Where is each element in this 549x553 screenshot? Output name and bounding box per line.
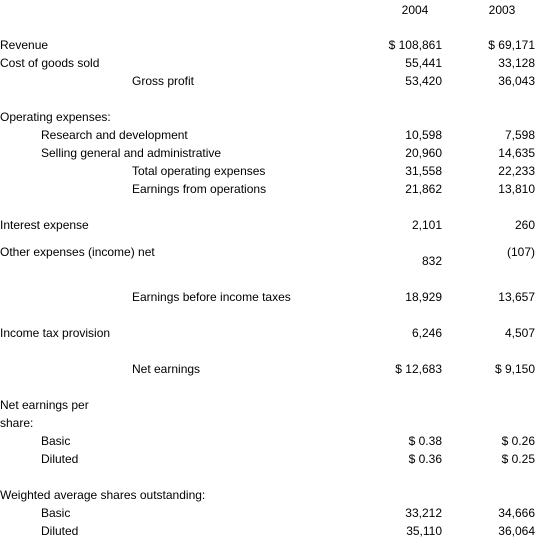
cogs-2003: 33,128: [498, 56, 535, 70]
section-heading-eps-line2: share:: [0, 416, 34, 430]
column-header-2004: 2004: [401, 3, 429, 17]
row-label-net-earnings: Net earnings: [132, 362, 201, 376]
net-earnings-2003: $ 9,150: [494, 362, 535, 376]
eps-diluted-2003: $ 0.25: [501, 452, 535, 466]
shares-basic-2003: 34,666: [498, 506, 535, 520]
eps-diluted-2004: $ 0.36: [408, 452, 442, 466]
earnings-before-taxes-2004: 18,929: [405, 290, 442, 304]
row-label-cogs: Cost of goods sold: [0, 56, 100, 70]
revenue-2004: $ 108,861: [388, 38, 442, 52]
revenue-2003: $ 69,171: [488, 38, 535, 52]
gross-profit-2004: 53,420: [405, 74, 442, 88]
eps-basic-2004: $ 0.38: [408, 434, 442, 448]
earnings-from-operations-2003: 13,810: [498, 182, 535, 196]
gross-profit-2003: 36,043: [498, 74, 535, 88]
other-expenses-2003: (107): [506, 245, 535, 259]
row-label-rnd: Research and development: [41, 128, 188, 142]
shares-diluted-2003: 36,064: [498, 524, 535, 538]
column-header-2003: 2003: [488, 3, 516, 17]
interest-expense-2003: 260: [514, 218, 535, 232]
net-earnings-2004: $ 12,683: [395, 362, 442, 376]
total-opex-2003: 22,233: [498, 164, 535, 178]
row-label-shares-diluted: Diluted: [41, 524, 79, 538]
row-label-interest-expense: Interest expense: [0, 218, 89, 232]
rnd-2004: 10,598: [405, 128, 442, 142]
sga-2004: 20,960: [405, 146, 442, 160]
row-label-revenue: Revenue: [0, 38, 49, 52]
row-label-sga: Selling general and administrative: [41, 146, 222, 160]
row-label-eps-basic: Basic: [41, 434, 71, 448]
income-tax-2003: 4,507: [504, 326, 535, 340]
section-heading-operating-expenses: Operating expenses:: [0, 110, 111, 124]
section-heading-eps-line1: Net earnings per: [0, 398, 89, 412]
interest-expense-2004: 2,101: [411, 218, 442, 232]
earnings-before-taxes-2003: 13,657: [498, 290, 535, 304]
other-expenses-2004: 832: [421, 254, 442, 268]
shares-basic-2004: 33,212: [405, 506, 442, 520]
earnings-from-operations-2004: 21,862: [405, 182, 442, 196]
row-label-shares-basic: Basic: [41, 506, 71, 520]
shares-diluted-2004: 35,110: [406, 524, 442, 538]
row-label-eps-diluted: Diluted: [41, 452, 79, 466]
eps-basic-2003: $ 0.26: [501, 434, 535, 448]
row-label-gross-profit: Gross profit: [132, 74, 195, 88]
rnd-2003: 7,598: [504, 128, 535, 142]
income-tax-2004: 6,246: [411, 326, 442, 340]
cogs-2004: 55,441: [405, 56, 442, 70]
sga-2003: 14,635: [498, 146, 535, 160]
row-label-income-tax: Income tax provision: [0, 326, 111, 340]
row-label-total-opex: Total operating expenses: [132, 164, 266, 178]
row-label-other-expenses: Other expenses (income) net: [0, 245, 155, 259]
section-heading-weighted-shares: Weighted average shares outstanding:: [0, 488, 206, 502]
total-opex-2004: 31,558: [405, 164, 442, 178]
row-label-earnings-before-taxes: Earnings before income taxes: [132, 290, 291, 304]
row-label-earnings-from-operations: Earnings from operations: [132, 182, 267, 196]
